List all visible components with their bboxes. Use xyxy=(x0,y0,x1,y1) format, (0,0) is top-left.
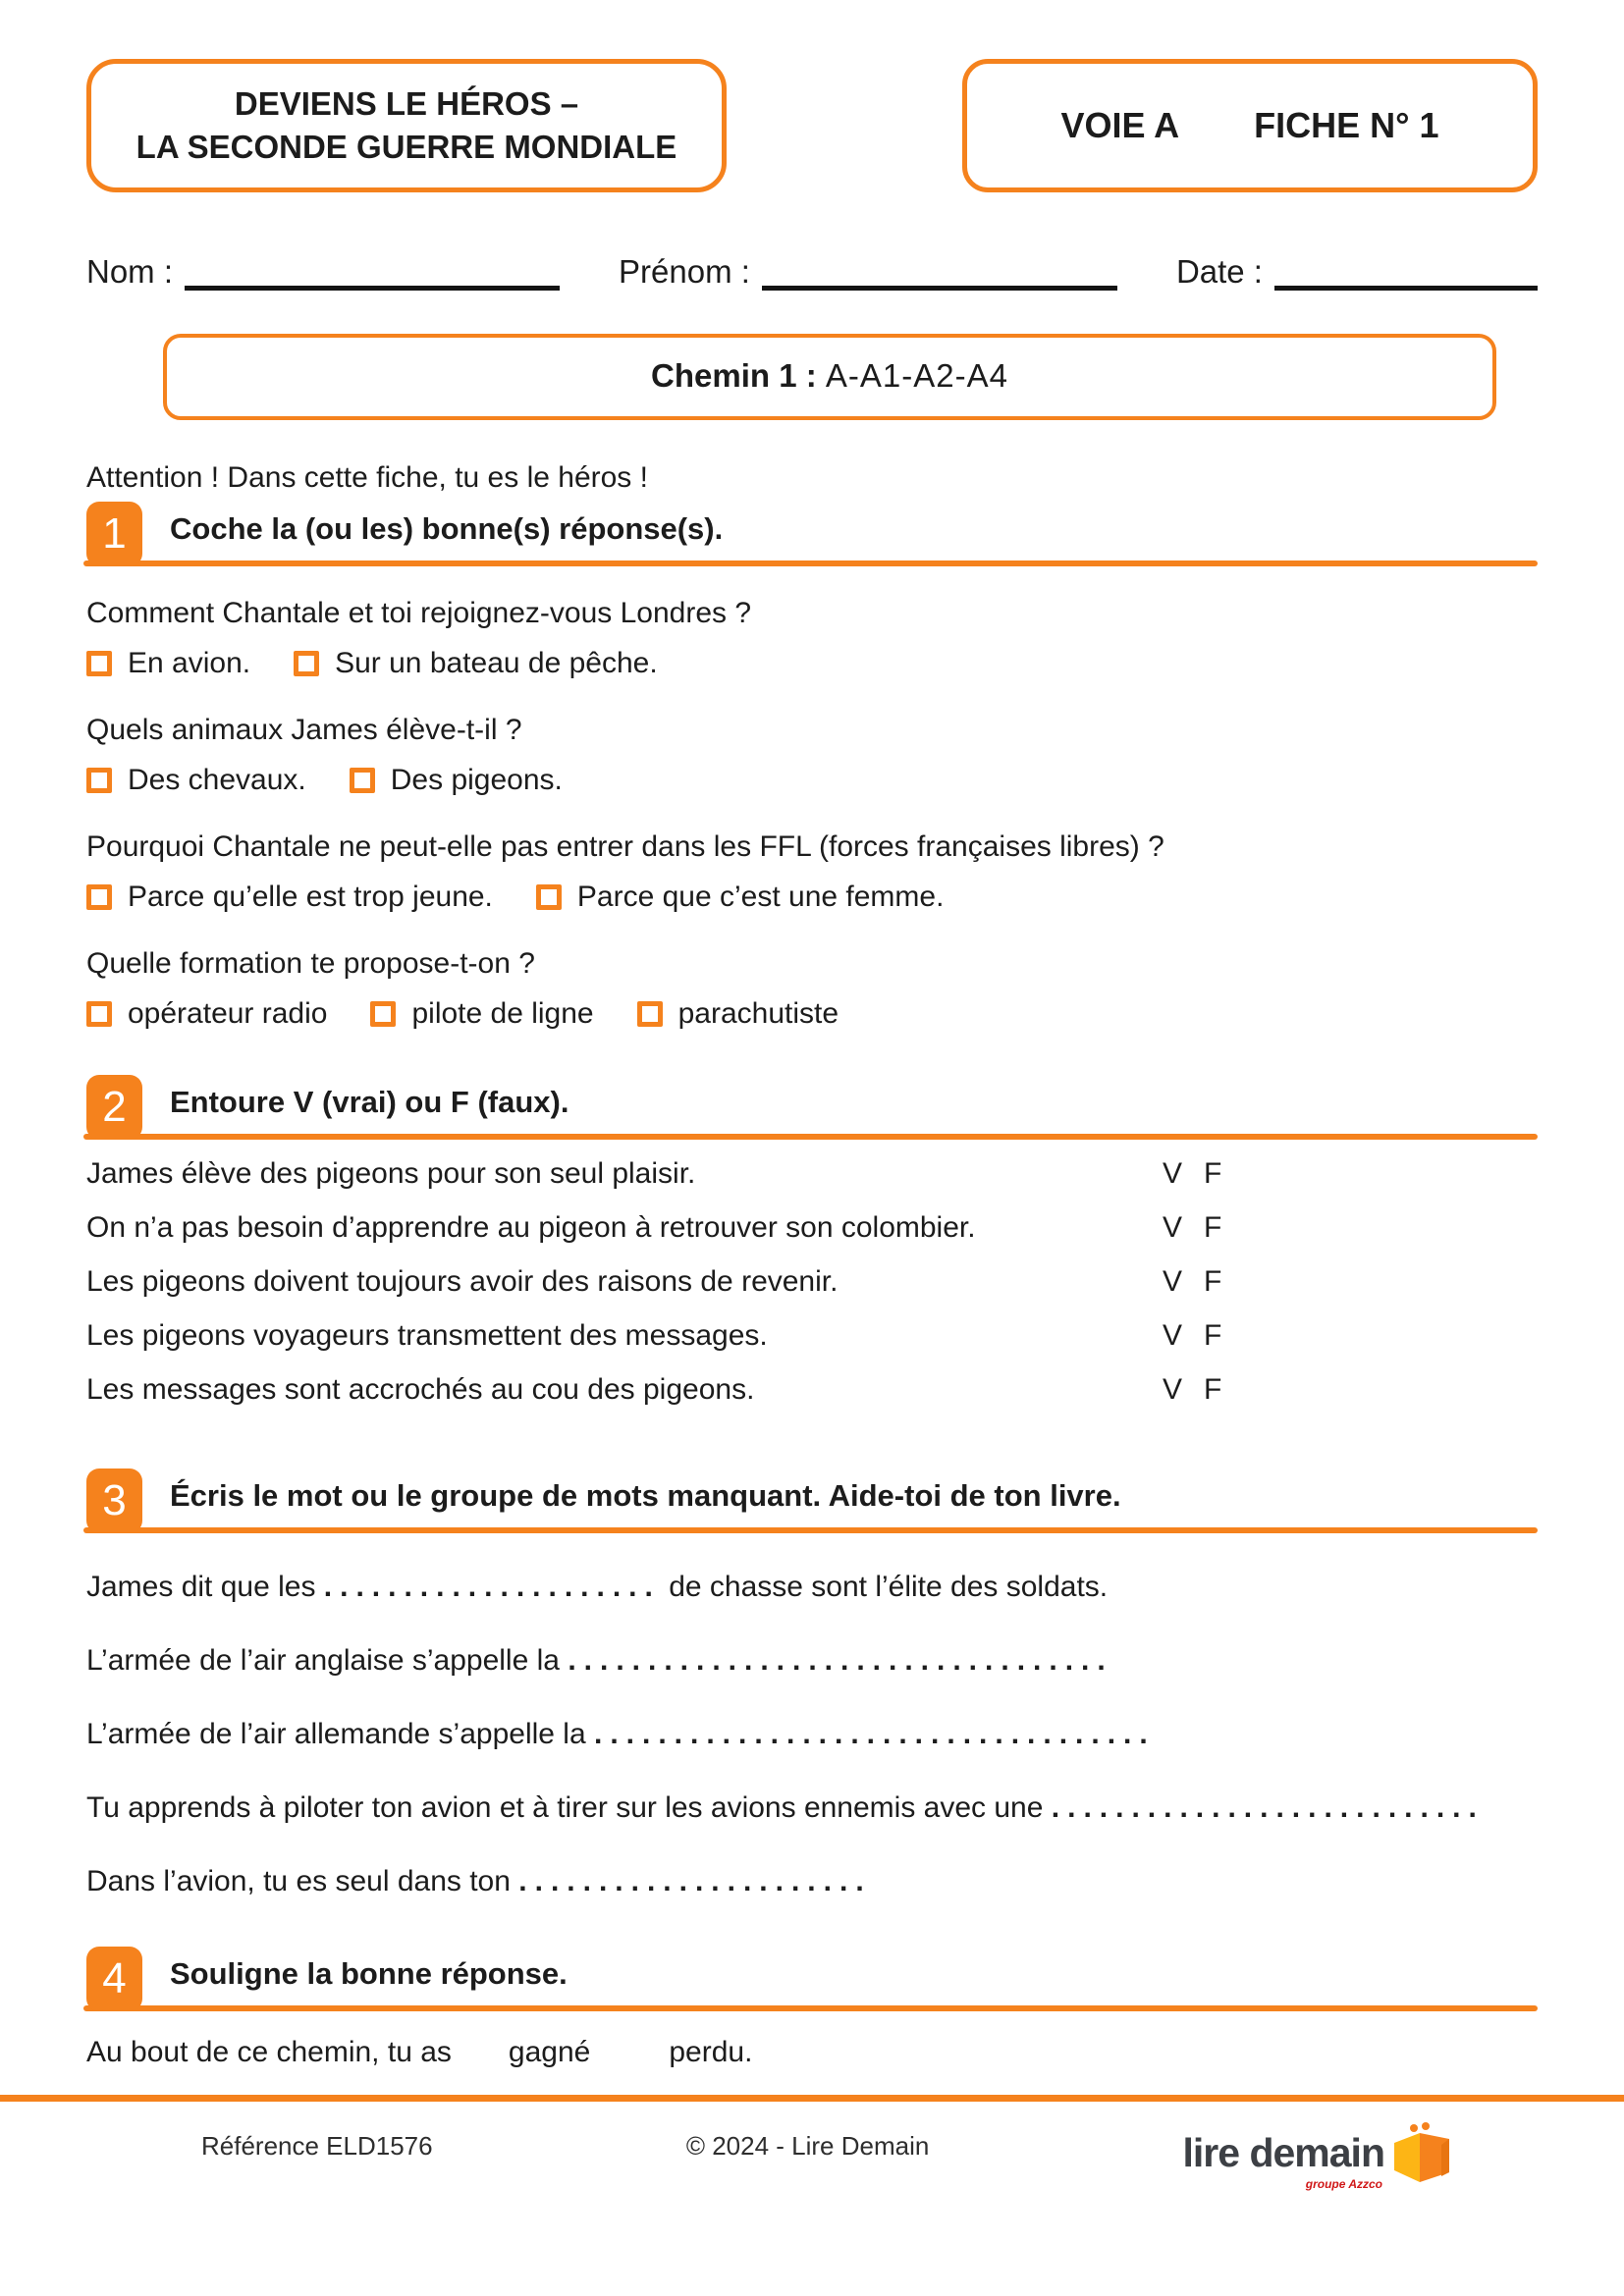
ex1-question-4-options xyxy=(86,997,1538,1031)
ex3-s5-blank[interactable]: ...................... xyxy=(518,1865,872,1897)
ex3-sentence-4 xyxy=(86,1791,1538,1825)
ex3-s5-before: Dans l’avion, tu es seul dans ton xyxy=(86,1865,511,1897)
footer-divider xyxy=(0,2095,1624,2102)
ex1-q2-option-2 xyxy=(350,764,563,797)
ex1-q3-option-2 xyxy=(536,881,945,914)
date-group xyxy=(1176,253,1538,291)
footer-copyright: © 2024 - Lire Demain xyxy=(685,2131,930,2161)
ex1-q2-option-1 xyxy=(86,764,306,797)
vrai-letter[interactable]: V xyxy=(1163,1265,1183,1298)
ex3-s3-before: L’armée de l’air allemande s’appelle la xyxy=(86,1718,586,1750)
checkbox-icon[interactable] xyxy=(637,1001,663,1027)
vrai-letter[interactable]: V xyxy=(1163,1373,1183,1406)
ex1-q4-option-1 xyxy=(86,997,327,1031)
voie-label: VOIE A xyxy=(1060,105,1180,145)
ex1-q3-option-2-label: Parce que c’est une femme. xyxy=(576,881,945,913)
checkbox-icon[interactable] xyxy=(86,884,112,910)
chemin-label: Chemin 1 : xyxy=(651,357,817,394)
ex1-q3-option-1-label: Parce qu’elle est trop jeune. xyxy=(128,881,493,913)
ex3-s1-after: de chasse sont l’élite des soldats. xyxy=(669,1571,1109,1603)
prenom-label: Prénom : xyxy=(619,253,750,290)
ex1-question-3: Pourquoi Chantale ne peut-elle pas entrer dans les FFL (forces françaises libres) ? xyxy=(86,830,1164,863)
ex4-option-perdu[interactable]: perdu. xyxy=(669,2036,753,2068)
vrai-letter[interactable]: V xyxy=(1163,1211,1183,1244)
ex2-statement-row xyxy=(86,1319,1538,1353)
fiche-number-label: FICHE N° 1 xyxy=(1254,105,1439,145)
ex1-q1-option-2 xyxy=(294,647,658,680)
ex3-s3-blank[interactable]: ................................... xyxy=(593,1718,1156,1750)
ex4-sentence-row xyxy=(86,2036,1538,2069)
ex2-vf-5 xyxy=(1163,1373,1221,1407)
ex3-s4-before: Tu apprends à piloter ton avion et à tirer sur les avions ennemis avec une xyxy=(86,1791,1044,1824)
section-2-number-badge: 2 xyxy=(86,1075,142,1140)
checkbox-icon[interactable] xyxy=(86,651,112,676)
footer-reference: Référence ELD1576 xyxy=(201,2131,433,2161)
ex2-statement-row xyxy=(86,1211,1538,1245)
faux-letter[interactable]: F xyxy=(1204,1373,1222,1406)
section-1-title: Coche la (ou les) bonne(s) réponse(s). xyxy=(170,511,724,546)
section-1-number-badge: 1 xyxy=(86,502,142,566)
ex1-q1-option-1-label: En avion. xyxy=(128,647,251,679)
open-book-icon xyxy=(1390,2121,1453,2193)
ex3-s4-blank[interactable]: ........................... xyxy=(1051,1791,1485,1824)
voie-fiche-box xyxy=(962,59,1538,192)
section-4-title: Souligne la bonne réponse. xyxy=(170,1956,568,1991)
ex2-statement-2: On n’a pas besoin d’apprendre au pigeon à retrouver son colombier. xyxy=(86,1211,976,1244)
section-3-header xyxy=(86,1462,1538,1530)
checkbox-icon[interactable] xyxy=(86,768,112,793)
faux-letter[interactable]: F xyxy=(1204,1157,1222,1190)
ex1-q4-option-3-label: parachutiste xyxy=(677,997,839,1030)
ex1-q1-option-2-label: Sur un bateau de pêche. xyxy=(335,647,658,679)
ex1-q4-option-1-label: opérateur radio xyxy=(128,997,328,1030)
ex1-question-1-options xyxy=(86,647,1538,680)
ex2-statement-row xyxy=(86,1157,1538,1191)
nom-write-line[interactable] xyxy=(185,257,560,291)
ex3-sentence-3 xyxy=(86,1718,1538,1751)
checkbox-icon[interactable] xyxy=(294,651,319,676)
faux-letter[interactable]: F xyxy=(1204,1319,1222,1352)
ex3-sentence-5 xyxy=(86,1865,1538,1898)
nom-label: Nom : xyxy=(86,253,174,290)
section-4-header xyxy=(86,1940,1538,2008)
section-3-title: Écris le mot ou le groupe de mots manquant. Aide-toi de ton livre. xyxy=(170,1478,1121,1513)
intro-text: Attention ! Dans cette fiche, tu es le héros ! xyxy=(86,461,648,494)
ex1-question-1: Comment Chantale et toi rejoignez-vous Londres ? xyxy=(86,597,752,629)
ex2-vf-4 xyxy=(1163,1319,1221,1353)
header xyxy=(86,59,1538,192)
chemin-box xyxy=(163,334,1496,420)
checkbox-icon[interactable] xyxy=(350,768,375,793)
ex3-sentence-1 xyxy=(86,1571,1538,1604)
ex1-q2-option-1-label: Des chevaux. xyxy=(128,764,306,796)
ex3-s1-blank[interactable]: ..................... xyxy=(323,1571,661,1603)
worksheet-title-line1: DEVIENS LE HÉROS – xyxy=(234,85,579,123)
ex3-s2-before: L’armée de l’air anglaise s’appelle la xyxy=(86,1644,560,1677)
logo-text-column xyxy=(1182,2130,1384,2191)
ex2-vf-1 xyxy=(1163,1157,1221,1191)
date-label: Date : xyxy=(1175,253,1263,290)
ex1-q4-option-2-label: pilote de ligne xyxy=(411,997,594,1030)
ex1-question-4: Quelle formation te propose-t-on ? xyxy=(86,947,535,980)
checkbox-icon[interactable] xyxy=(370,1001,396,1027)
date-write-line[interactable] xyxy=(1274,257,1538,291)
worksheet-title-box xyxy=(86,59,727,192)
ex1-q4-option-3 xyxy=(637,997,839,1031)
ex1-q4-option-2 xyxy=(370,997,593,1031)
ex1-q3-option-1 xyxy=(86,881,493,914)
identity-row xyxy=(86,253,1538,291)
ex1-q2-option-2-label: Des pigeons. xyxy=(390,764,563,796)
lire-demain-logo xyxy=(1183,2131,1453,2193)
ex3-sentence-2 xyxy=(86,1644,1538,1678)
nom-group xyxy=(86,253,560,291)
ex2-statement-3: Les pigeons doivent toujours avoir des raisons de revenir. xyxy=(86,1265,839,1298)
prenom-group xyxy=(619,253,1117,291)
vrai-letter[interactable]: V xyxy=(1163,1319,1183,1352)
checkbox-icon[interactable] xyxy=(86,1001,112,1027)
prenom-write-line[interactable] xyxy=(762,257,1117,291)
ex3-s2-blank[interactable]: .................................. xyxy=(568,1644,1113,1677)
ex1-q1-option-1 xyxy=(86,647,250,680)
ex2-statement-row xyxy=(86,1265,1538,1299)
ex1-question-3-options xyxy=(86,881,1538,914)
ex2-statement-5: Les messages sont accrochés au cou des pigeons. xyxy=(86,1373,755,1406)
vrai-letter[interactable]: V xyxy=(1163,1157,1183,1190)
section-2-header xyxy=(86,1068,1538,1137)
ex2-vf-2 xyxy=(1163,1211,1221,1245)
chemin-value: A-A1-A2-A4 xyxy=(825,357,1008,394)
logo-wordmark: lire demain xyxy=(1182,2130,1384,2175)
faux-letter[interactable]: F xyxy=(1204,1265,1222,1298)
section-2-title: Entoure V (vrai) ou F (faux). xyxy=(170,1085,569,1119)
ex2-statement-4: Les pigeons voyageurs transmettent des messages. xyxy=(86,1319,768,1352)
footer xyxy=(86,2131,1538,2193)
section-3-number-badge: 3 xyxy=(86,1468,142,1533)
logo-group-subtext: groupe Azzco xyxy=(1305,2177,1382,2191)
checkbox-icon[interactable] xyxy=(536,884,562,910)
ex2-statement-row xyxy=(86,1373,1538,1407)
faux-letter[interactable]: F xyxy=(1204,1211,1222,1244)
ex1-question-2-options xyxy=(86,764,1538,797)
section-4-number-badge: 4 xyxy=(86,1947,142,2011)
ex4-sentence: Au bout de ce chemin, tu as xyxy=(86,2036,452,2068)
ex3-s1-before: James dit que les xyxy=(86,1571,316,1603)
ex2-vf-3 xyxy=(1163,1265,1221,1299)
section-1-header xyxy=(86,495,1538,563)
ex4-option-gagne[interactable]: gagné xyxy=(508,2036,591,2068)
worksheet-title-line2: LA SECONDE GUERRE MONDIALE xyxy=(135,129,677,165)
ex2-statement-1: James élève des pigeons pour son seul plaisir. xyxy=(86,1157,696,1190)
ex1-question-2: Quels animaux James élève-t-il ? xyxy=(86,714,522,746)
